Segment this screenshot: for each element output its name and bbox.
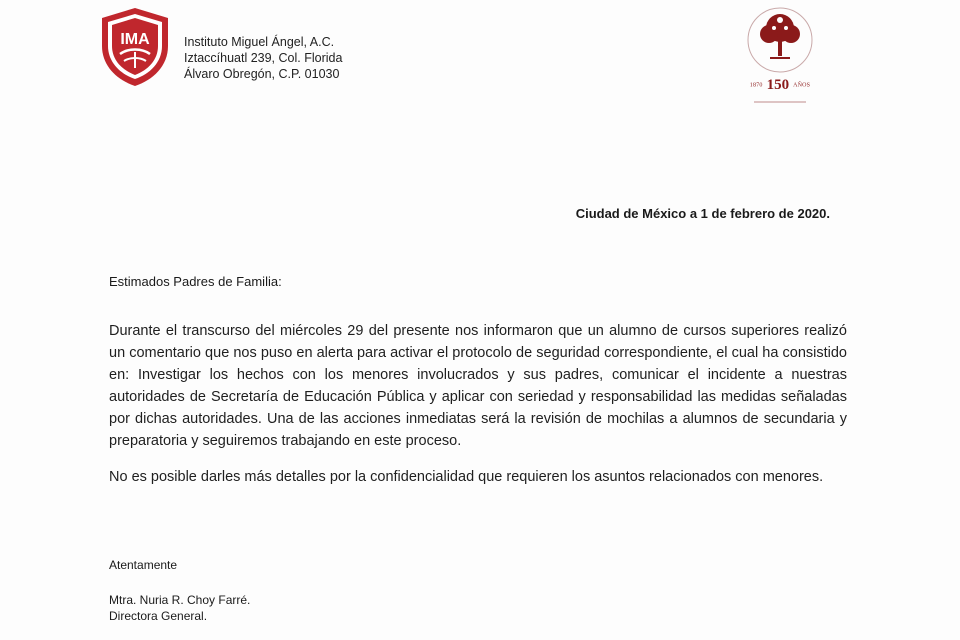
tree-anniversary-logo-icon	[740, 2, 820, 110]
letter-salutation: Estimados Padres de Familia:	[109, 274, 282, 289]
signature-block	[109, 592, 250, 624]
letter-paragraph: No es posible darles más detalles por la confidencialidad que requieren los asuntos relacionados con menores.	[109, 469, 824, 485]
anniversary-label	[740, 76, 820, 94]
anniversary-number: 150	[766, 76, 790, 93]
anniversary-left-text: 1870	[749, 82, 763, 89]
institution-address	[184, 34, 342, 82]
letter-paragraph: Durante el transcurso del miércoles 29 del presente nos informaron que un alumno de cursos superiores realizó un comentario que nos puso en alerta para activar el protocolo de seguridad correspondiente, el cual ha consistido en: Investigar los hechos con los menores involucrados y sus padres, comunicar el incidente a nuestras autoridades de Secretaría de Educación Pública y aplicar con seriedad y responsabilidad las medidas señaladas por dichas autoridades. Una de las acciones inmediatas será la revisión de mochilas a alumnos de secundaria y preparatoria y seguiremos trabajando en este proceso.	[109, 323, 847, 449]
letter-date: Ciudad de México a 1 de febrero de 2020.	[575, 206, 830, 221]
letter-closing: Atentamente	[109, 558, 178, 572]
signer-title: Directora General.	[109, 609, 208, 623]
address-line-2: Álvaro Obregón, C.P. 01030	[184, 67, 340, 81]
signer-name: Mtra. Nuria R. Choy Farré.	[109, 593, 251, 607]
address-line-1: Iztaccíhuatl 239, Col. Florida	[184, 51, 343, 65]
institution-name: Instituto Miguel Ángel, A.C.	[184, 35, 335, 49]
ima-shield-logo-icon	[98, 6, 172, 88]
anniversary-right-text: AÑOS	[793, 82, 811, 89]
svg-text:IMA: IMA	[120, 31, 150, 48]
